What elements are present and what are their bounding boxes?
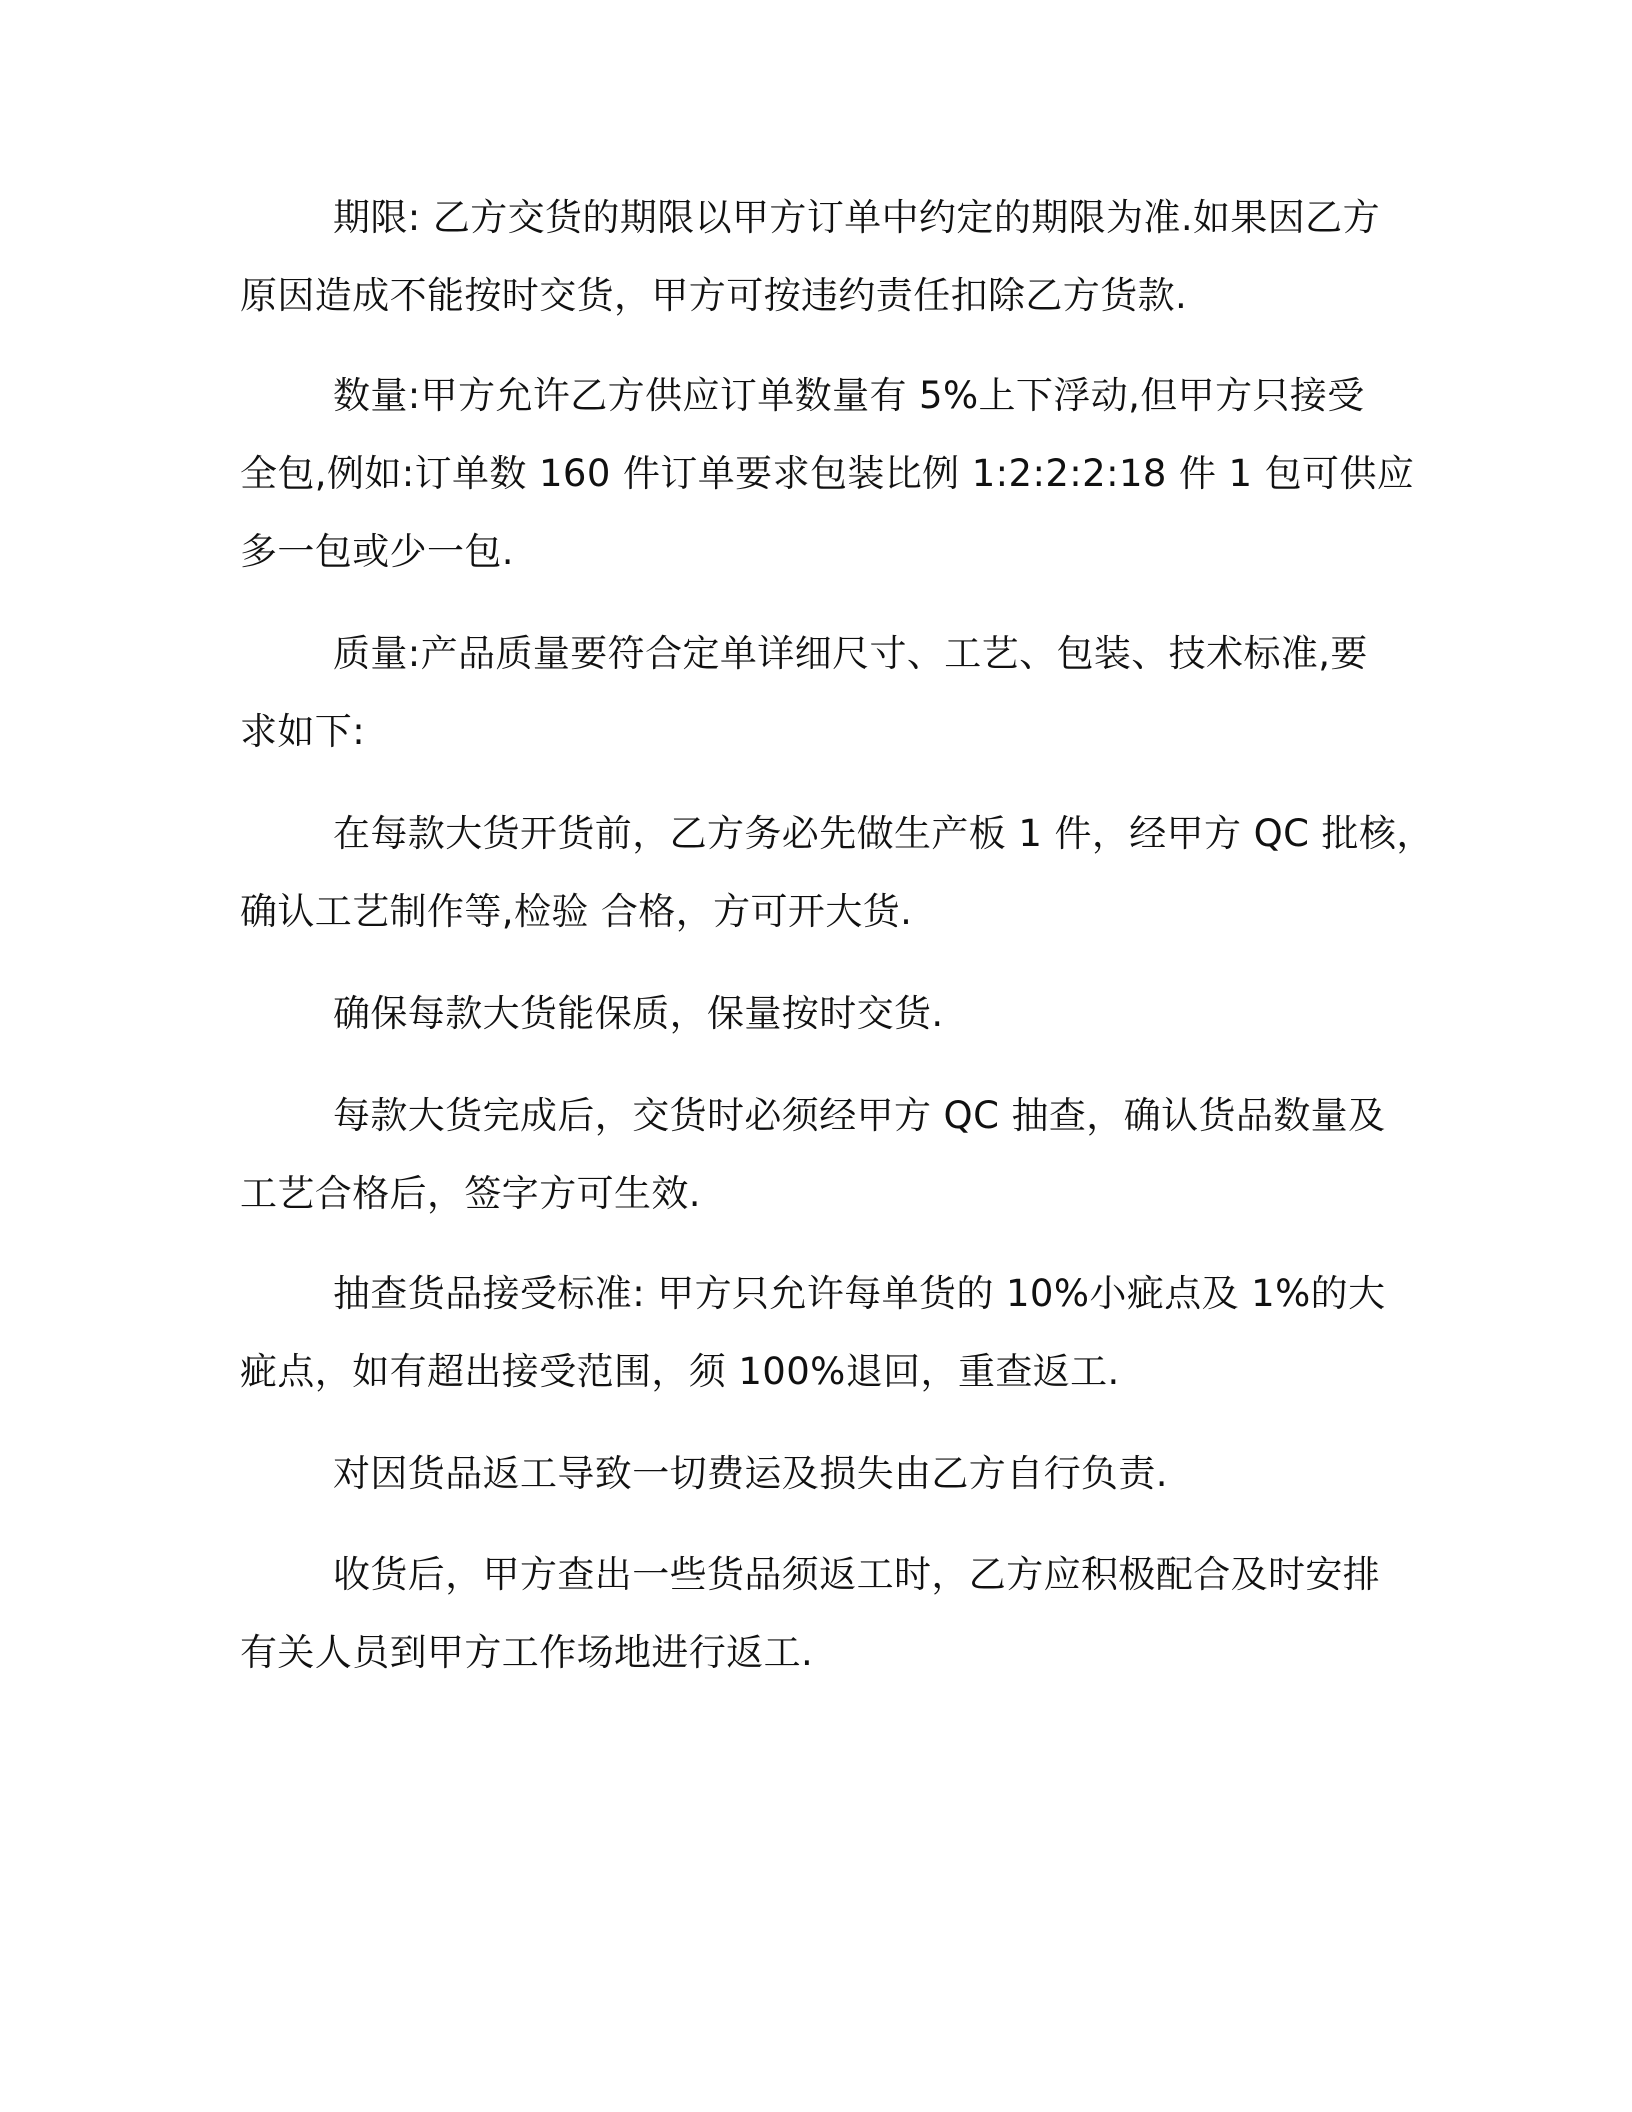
paragraph-line: 对因货品返工导致一切费运及损失由乙方自行负责. <box>333 1452 1168 1495</box>
paragraph-line: 在每款大货开货前，乙方务必先做生产板 1 件，经甲方 QC 批核， <box>333 812 1434 855</box>
paragraph-line: 数量:甲方允许乙方供应订单数量有 5%上下浮动,但甲方只接受 <box>333 374 1365 417</box>
paragraph-line: 多一包或少一包. <box>240 530 514 573</box>
paragraph-line: 求如下: <box>240 710 366 753</box>
paragraph-line: 全包,例如:订单数 160 件订单要求包装比例 1:2:2:2:18 件 1 包可供应 <box>240 452 1415 495</box>
paragraph-line: 工艺合格后，签字方可生效. <box>240 1172 701 1215</box>
paragraph-line: 每款大货完成后，交货时必须经甲方 QC 抽查，确认货品数量及 <box>333 1094 1386 1137</box>
paragraph-line: 抽查货品接受标准: 甲方只允许每单货的 10%小疵点及 1%的大 <box>333 1272 1386 1315</box>
paragraph-line: 收货后，甲方查出一些货品须返工时，乙方应积极配合及时安排 <box>333 1553 1381 1596</box>
paragraph-line: 期限: 乙方交货的期限以甲方订单中约定的期限为准.如果因乙方 <box>333 196 1380 239</box>
paragraph-line: 原因造成不能按时交货，甲方可按违约责任扣除乙方货款. <box>240 274 1188 317</box>
paragraph-line: 确保每款大货能保质，保量按时交货. <box>333 992 944 1035</box>
paragraph-line: 有关人员到甲方工作场地进行返工. <box>240 1631 814 1674</box>
paragraph-line: 质量:产品质量要符合定单详细尺寸、工艺、包装、技术标准,要 <box>333 632 1368 675</box>
paragraph-line: 确认工艺制作等,检验 合格，方可开大货. <box>240 890 913 933</box>
paragraph-line: 疵点，如有超出接受范围，须 100%退回，重查返工. <box>240 1350 1120 1393</box>
